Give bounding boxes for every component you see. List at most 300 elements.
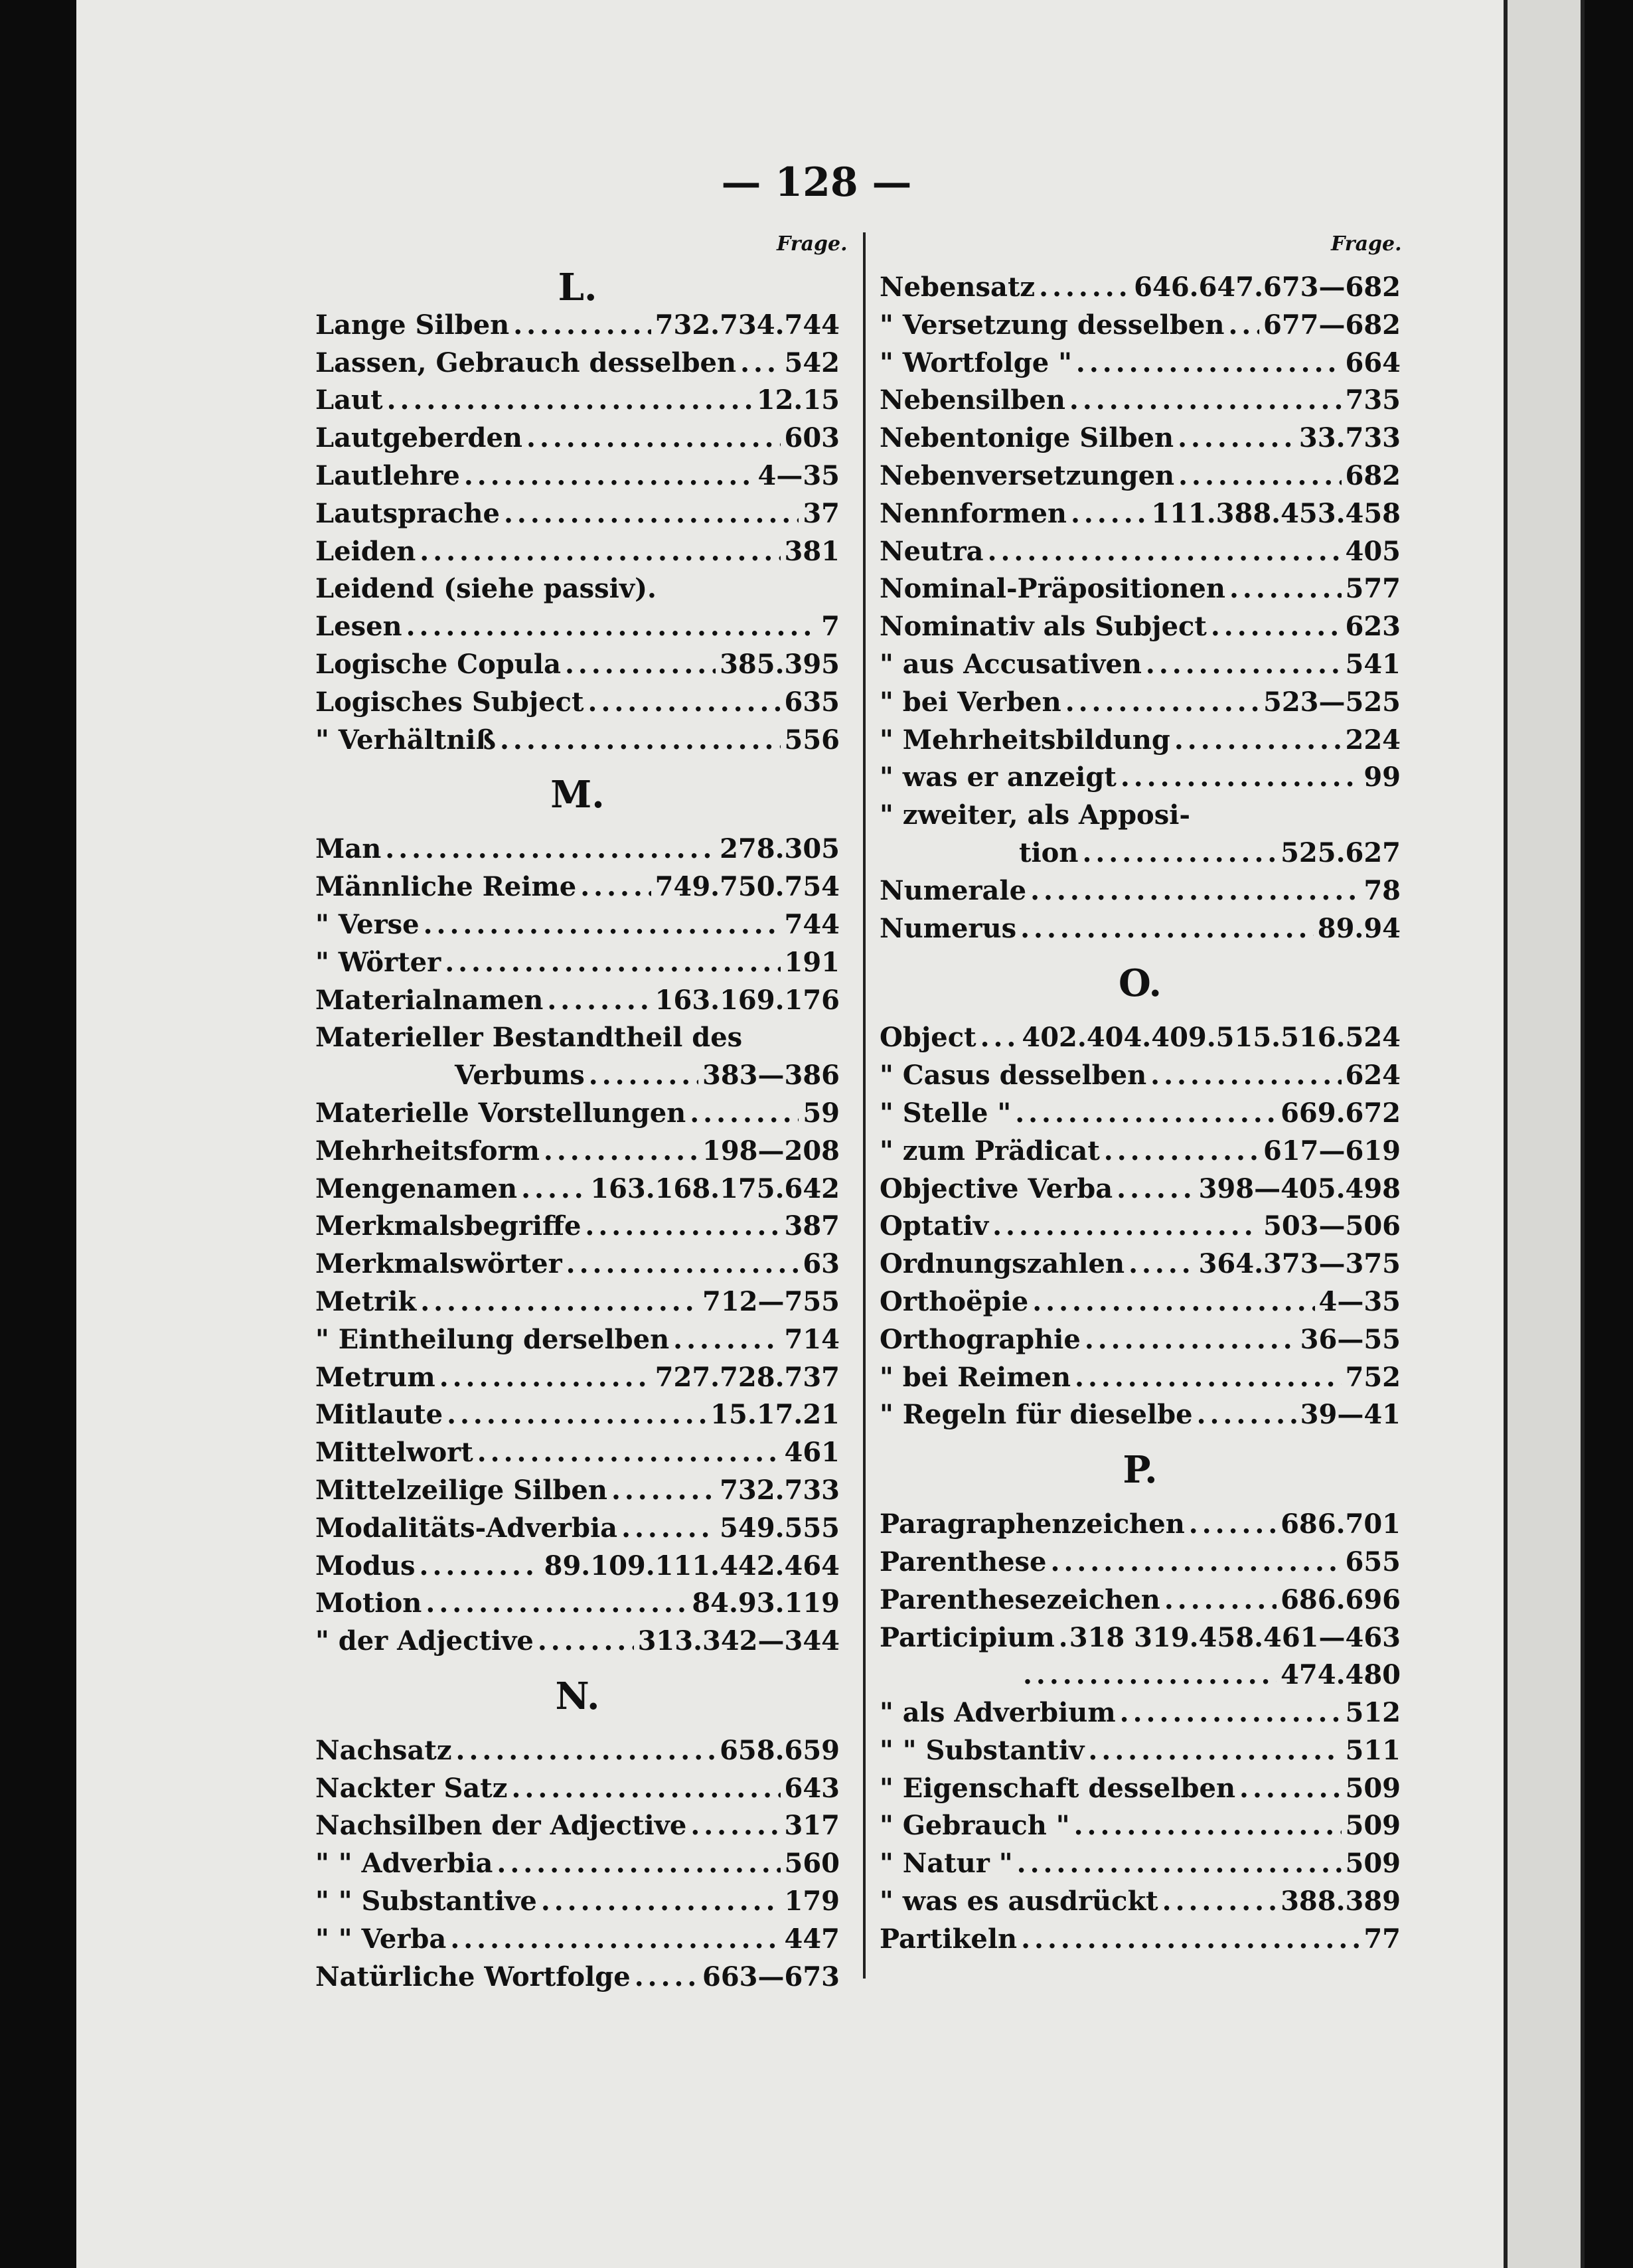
index-term: Mittelwort (315, 1437, 473, 1469)
dot-leader (1075, 1359, 1341, 1397)
index-entry (315, 1434, 840, 1472)
index-entry (315, 684, 840, 722)
section-letter: P. (1123, 1448, 1158, 1493)
index-page-refs: 388.389 (1281, 1886, 1401, 1917)
index-term: " als Adverbium (880, 1697, 1116, 1729)
dot-leader (420, 533, 780, 571)
index-term: " Gebrauch " (880, 1810, 1070, 1842)
dot-leader (1071, 495, 1147, 533)
index-entry (880, 420, 1401, 457)
index-page-refs: 313.342—344 (637, 1625, 840, 1657)
index-page-refs: 712—755 (702, 1285, 840, 1317)
index-entry (315, 1396, 840, 1434)
dot-leader (544, 1133, 698, 1171)
dot-leader (387, 382, 753, 420)
index-term: Nachsilben der Adjective (315, 1810, 687, 1842)
index-entry (315, 1807, 840, 1845)
dot-leader (497, 1845, 780, 1883)
index-page-refs: 732.734.744 (655, 309, 840, 341)
index-page-refs: 385.395 (720, 648, 840, 680)
dot-leader (980, 1019, 1018, 1057)
index-term: " was es ausdrückt (880, 1886, 1158, 1917)
index-entry (880, 1246, 1401, 1283)
dot-leader (992, 1208, 1259, 1246)
index-page-refs: 503—506 (1263, 1210, 1401, 1242)
index-page-refs: 4—35 (757, 459, 840, 491)
section-letter: N. (555, 1674, 600, 1718)
section-letter: M. (550, 773, 605, 817)
dot-leader (1146, 646, 1342, 684)
dot-leader (538, 1623, 634, 1660)
index-entry (315, 1057, 840, 1095)
index-entry (315, 982, 840, 1020)
dot-leader (1117, 1171, 1194, 1208)
index-term: Verbums (455, 1060, 585, 1092)
index-term: " aus Accusativen (880, 648, 1142, 680)
index-term: Mengenamen (315, 1173, 518, 1204)
index-page-refs: 677—682 (1263, 309, 1401, 341)
index-term: Modalitäts-Adverbia (315, 1512, 618, 1544)
index-page-refs: 523—525 (1263, 686, 1401, 718)
dot-leader (1088, 1732, 1341, 1770)
index-page-refs: 191 (784, 946, 840, 978)
dot-leader (1076, 345, 1342, 382)
index-page-refs: 461 (784, 1437, 840, 1469)
index-entry (880, 1133, 1401, 1171)
index-entry (880, 1544, 1401, 1581)
index-term: Mehrheitsform (315, 1135, 540, 1167)
index-term: " Verhältniß (315, 724, 496, 756)
dot-leader (1023, 1657, 1277, 1694)
index-page-refs: 646.647.673—682 (1134, 272, 1401, 303)
index-entry (880, 307, 1401, 345)
index-page-refs: 509 (1345, 1810, 1401, 1842)
index-page-refs: 541 (1345, 648, 1401, 680)
index-entry (880, 1619, 1401, 1657)
index-page-refs: 560 (784, 1848, 840, 1880)
index-term: " Verse (315, 908, 420, 940)
index-page-refs: 655 (1345, 1546, 1401, 1578)
dot-leader (426, 1585, 688, 1623)
index-page-refs: 77 (1363, 1923, 1401, 1955)
index-term: Motion (315, 1587, 422, 1619)
index-page-refs: 163.168.175.642 (590, 1173, 840, 1204)
index-page-refs: 278.305 (720, 833, 840, 865)
index-entry (880, 1581, 1401, 1619)
index-page-refs: 556 (784, 724, 840, 756)
index-term: " bei Reimen (880, 1361, 1071, 1393)
index-page-refs: 78 (1363, 874, 1401, 906)
index-term: Orthographie (880, 1323, 1081, 1355)
index-entry (880, 797, 1401, 835)
index-term: " Regeln für dieselbe (880, 1399, 1193, 1431)
index-page-refs: 224 (1345, 724, 1401, 756)
index-entry (880, 910, 1401, 948)
dot-leader (456, 1732, 716, 1770)
index-term: " " Substantiv (880, 1734, 1085, 1766)
dot-leader (1229, 570, 1342, 608)
index-entry (315, 1732, 840, 1770)
index-page-refs: 198—208 (702, 1135, 840, 1167)
index-term: Neutra (880, 535, 984, 567)
index-page-refs: 542 (784, 347, 840, 378)
index-term: Nebensatz (880, 272, 1036, 303)
dot-leader (580, 868, 651, 906)
index-entry (315, 1095, 840, 1133)
index-entry (880, 1657, 1401, 1694)
index-entry (880, 1770, 1401, 1808)
index-entry (880, 1283, 1401, 1321)
index-page-refs: 643 (784, 1772, 840, 1804)
index-entry (880, 269, 1401, 307)
dot-leader (585, 1208, 780, 1246)
index-term: " " Substantive (315, 1886, 537, 1917)
index-term: Nennformen (880, 497, 1067, 529)
index-page-refs: 752 (1345, 1361, 1401, 1393)
index-entry (880, 759, 1401, 797)
dot-leader (1189, 1506, 1277, 1544)
index-entry (315, 1321, 840, 1359)
dot-leader (1020, 910, 1314, 948)
dot-leader (464, 457, 754, 495)
index-entry (315, 1283, 840, 1321)
index-entry (315, 831, 840, 868)
index-term: " bei Verben (880, 686, 1061, 718)
dot-leader (447, 1396, 706, 1434)
dot-leader (547, 982, 651, 1020)
index-entry (880, 1807, 1401, 1845)
index-term: Parenthesezeichen (880, 1583, 1160, 1615)
index-term: " Wörter (315, 946, 441, 978)
index-page-refs: 447 (784, 1923, 840, 1955)
index-term: Metrik (315, 1285, 417, 1317)
index-page-refs: 12.15 (756, 384, 840, 416)
index-entry (880, 1321, 1401, 1359)
index-term: " Casus desselben (880, 1060, 1147, 1092)
index-entry (880, 1359, 1401, 1397)
dot-leader (1030, 872, 1360, 910)
index-page-refs: 474.480 (1281, 1659, 1401, 1691)
index-entry (880, 533, 1401, 571)
index-entry (880, 872, 1401, 910)
column-divider (863, 232, 866, 1979)
index-entry (880, 1095, 1401, 1133)
index-entry (880, 1845, 1401, 1883)
dot-leader (511, 1770, 780, 1808)
index-entry (880, 608, 1401, 646)
index-page-refs: 89.109.111.442.464 (544, 1550, 840, 1581)
index-page-refs: 735 (1345, 384, 1401, 416)
index-term: " der Adjective (315, 1625, 534, 1657)
index-term: Materielle Vorstellungen (315, 1097, 686, 1129)
index-term: Orthoëpie (880, 1285, 1029, 1317)
index-term: Lautlehre (315, 459, 460, 491)
frage-header-left: Frage. (777, 232, 848, 256)
index-page-refs: 381 (784, 535, 840, 567)
index-term: " Eigenschaft desselben (880, 1772, 1236, 1804)
dot-leader (621, 1510, 716, 1548)
index-page-refs: 89.94 (1317, 912, 1401, 944)
dot-leader (1074, 1807, 1342, 1845)
index-term: Participium (880, 1621, 1055, 1653)
index-page-refs: 15.17.21 (710, 1399, 840, 1431)
index-entry (315, 1770, 840, 1808)
dot-leader (420, 1548, 540, 1585)
index-entry (880, 1019, 1401, 1057)
index-entry (880, 345, 1401, 382)
index-term: Materialnamen (315, 984, 544, 1016)
index-term: Lange Silben (315, 309, 510, 341)
index-term: tion (1019, 837, 1079, 868)
index-term: Männliche Reime (315, 871, 577, 903)
dot-leader (521, 1171, 586, 1208)
index-entry (315, 307, 840, 345)
index-term: Objective Verba (880, 1173, 1113, 1204)
adjacent-page-edge (1504, 0, 1585, 2268)
index-page-refs: 402.404.409.515.516.524 (1022, 1022, 1401, 1054)
index-entry (315, 1623, 840, 1660)
index-term: Leidend (siehe passiv). (315, 573, 657, 605)
dot-leader (1015, 1095, 1277, 1133)
index-page-refs: 383—386 (702, 1060, 840, 1092)
index-page-refs: 163.169.176 (655, 984, 840, 1016)
index-page-refs: 682 (1345, 459, 1401, 491)
index-term: Lautgeberden (315, 422, 523, 454)
dot-leader (565, 646, 716, 684)
dot-leader (1065, 684, 1259, 722)
index-entry (880, 1396, 1401, 1434)
index-entry (315, 1548, 840, 1585)
index-term: Lassen, Gebrauch desselben (315, 347, 737, 378)
dot-leader (1082, 835, 1277, 872)
index-entry (315, 420, 840, 457)
index-page-refs: 364.373—375 (1198, 1248, 1401, 1280)
index-entry (315, 1845, 840, 1883)
index-column-left (315, 266, 840, 1996)
index-term: Nominal-Präpositionen (880, 573, 1225, 605)
index-page-refs: 549.555 (720, 1512, 840, 1544)
index-entry (315, 533, 840, 571)
index-term: Metrum (315, 1361, 435, 1393)
dot-leader (1069, 382, 1342, 420)
index-term: Nebensilben (880, 384, 1065, 416)
index-term: Mitlaute (315, 1399, 443, 1431)
index-page-refs: 577 (1345, 573, 1401, 605)
section-letter: O. (1119, 961, 1162, 1006)
dot-leader (1051, 1544, 1342, 1581)
dot-leader (1178, 420, 1295, 457)
index-term: " Wortfolge " (880, 347, 1072, 378)
index-term: Man (315, 833, 382, 865)
index-term: Lesen (315, 611, 402, 643)
index-page-refs: 727.728.737 (655, 1361, 840, 1393)
dot-leader (500, 722, 781, 760)
section-letter: L. (558, 266, 597, 309)
index-term: " Stelle " (880, 1097, 1012, 1129)
dot-leader (1162, 1883, 1277, 1921)
index-entry (315, 1472, 840, 1510)
index-entry (880, 457, 1401, 495)
index-term: Paragraphenzeichen (880, 1508, 1185, 1540)
index-entry (315, 495, 840, 533)
index-term: " Natur " (880, 1848, 1013, 1880)
index-page-refs: 603 (784, 422, 840, 454)
index-term: " was er anzeigt (880, 762, 1117, 793)
dot-leader (1164, 1581, 1277, 1619)
index-entry (315, 1585, 840, 1623)
index-column-right (880, 269, 1401, 1959)
index-entry (880, 722, 1401, 760)
index-page-refs: 623 (1345, 611, 1401, 643)
index-page-refs: 658.659 (720, 1734, 840, 1766)
index-term: " zum Prädicat (880, 1135, 1100, 1167)
index-entry (880, 570, 1401, 608)
dot-leader (1128, 1246, 1195, 1283)
index-term: Mittelzeilige Silben (315, 1474, 607, 1506)
index-term: Ordnungszahlen (880, 1248, 1125, 1280)
index-page-refs: 36—55 (1300, 1323, 1401, 1355)
index-entry (315, 722, 840, 760)
index-entry (315, 944, 840, 982)
index-entry (315, 1246, 840, 1283)
index-entry (315, 1510, 840, 1548)
index-entry (315, 570, 840, 608)
index-entry (880, 646, 1401, 684)
dot-leader (588, 684, 781, 722)
index-page-refs: 635 (784, 686, 840, 718)
index-page-refs: 669.672 (1281, 1097, 1401, 1129)
index-term: " " Adverbia (315, 1848, 493, 1880)
index-term: Object (880, 1022, 976, 1054)
index-entry (880, 1208, 1401, 1246)
dot-leader (988, 533, 1342, 571)
index-entry (315, 868, 840, 906)
index-term: Nebenversetzungen (880, 459, 1175, 491)
index-entry (315, 1133, 840, 1171)
index-term: Nackter Satz (315, 1772, 508, 1804)
index-page-refs: 99 (1363, 762, 1401, 793)
index-entry (315, 1883, 840, 1921)
dot-leader (1239, 1770, 1341, 1808)
index-entry (315, 608, 840, 646)
index-entry (880, 1732, 1401, 1770)
index-term: Merkmalsbegriffe (315, 1210, 582, 1242)
dot-leader (1039, 269, 1130, 307)
index-page-refs: 714 (784, 1323, 840, 1355)
index-term: Lautsprache (315, 497, 500, 529)
index-page-refs: 37 (803, 497, 840, 529)
index-entry (315, 345, 840, 382)
dot-leader (477, 1434, 781, 1472)
index-page-refs: 512 (1345, 1697, 1401, 1729)
dot-leader (445, 944, 780, 982)
dot-leader (1021, 1921, 1360, 1959)
index-term: Modus (315, 1550, 416, 1581)
index-entry (880, 1057, 1401, 1095)
dot-leader (450, 1921, 780, 1959)
index-page-refs: 387 (784, 1210, 840, 1242)
dot-leader (513, 307, 651, 345)
index-term: Leiden (315, 535, 416, 567)
index-page-refs: 318 319.458.461—463 (1069, 1621, 1401, 1653)
dot-leader (740, 345, 780, 382)
index-page-refs: 33.733 (1298, 422, 1401, 454)
index-term: " Versetzung desselben (880, 309, 1225, 341)
index-entry (315, 1019, 840, 1057)
index-entry (315, 1208, 840, 1246)
index-page-refs: 7 (821, 611, 840, 643)
index-term: Optativ (880, 1210, 989, 1242)
index-term: " Mehrheitsbildung (880, 724, 1170, 756)
index-term: Laut (315, 384, 383, 416)
page-number: — 128 — (721, 159, 912, 206)
index-page-refs: 111.388.453.458 (1151, 497, 1401, 529)
index-page-refs: 749.750.754 (655, 871, 840, 903)
dot-leader (541, 1883, 781, 1921)
index-page-refs: 59 (803, 1097, 840, 1129)
index-page-refs: 525.627 (1281, 837, 1401, 868)
index-term: Numerale (880, 874, 1027, 906)
index-page-refs: 744 (784, 908, 840, 940)
dot-leader (1211, 608, 1342, 646)
index-page-refs: 732.733 (720, 1474, 840, 1506)
dot-leader (526, 420, 780, 457)
index-page-refs: 509 (1345, 1772, 1401, 1804)
index-entry (880, 1694, 1401, 1732)
index-page-refs: 511 (1345, 1734, 1401, 1766)
index-page-refs: 664 (1345, 347, 1401, 378)
index-term: Logisches Subject (315, 686, 584, 718)
index-entry (315, 382, 840, 420)
index-term: Materieller Bestandtheil des (315, 1022, 743, 1054)
dot-leader (385, 831, 716, 868)
index-entry (315, 1171, 840, 1208)
index-page-refs: 617—619 (1263, 1135, 1401, 1167)
index-page-refs: 39—41 (1300, 1399, 1401, 1431)
index-term: " zweiter, als Apposi- (880, 799, 1191, 831)
dot-leader (1085, 1321, 1296, 1359)
index-entry (880, 1171, 1401, 1208)
dot-leader (1017, 1845, 1342, 1883)
dot-leader (1104, 1133, 1259, 1171)
dot-leader (1178, 457, 1341, 495)
dot-leader (1032, 1283, 1314, 1321)
index-term: " " Verba (315, 1923, 447, 1955)
index-term: Logische Copula (315, 648, 561, 680)
index-entry (880, 1921, 1401, 1959)
index-page-refs: 317 (784, 1810, 840, 1842)
dot-leader (406, 608, 818, 646)
dot-leader (673, 1321, 780, 1359)
index-term: Nebentonige Silben (880, 422, 1174, 454)
index-term: Partikeln (880, 1923, 1018, 1955)
dot-leader (439, 1359, 651, 1397)
index-term: Nachsatz (315, 1734, 452, 1766)
dot-leader (1059, 1619, 1065, 1657)
index-entry (880, 495, 1401, 533)
dot-leader (1120, 1694, 1342, 1732)
index-entry (880, 1506, 1401, 1544)
index-page-refs: 686.696 (1281, 1583, 1401, 1615)
index-entry (315, 646, 840, 684)
frage-header-right: Frage. (1331, 232, 1402, 256)
index-term: Parenthese (880, 1546, 1047, 1578)
index-entry (880, 684, 1401, 722)
index-entry (315, 906, 840, 944)
index-page-refs: 624 (1345, 1060, 1401, 1092)
dot-leader (424, 906, 781, 944)
index-term: Merkmalswörter (315, 1248, 562, 1280)
